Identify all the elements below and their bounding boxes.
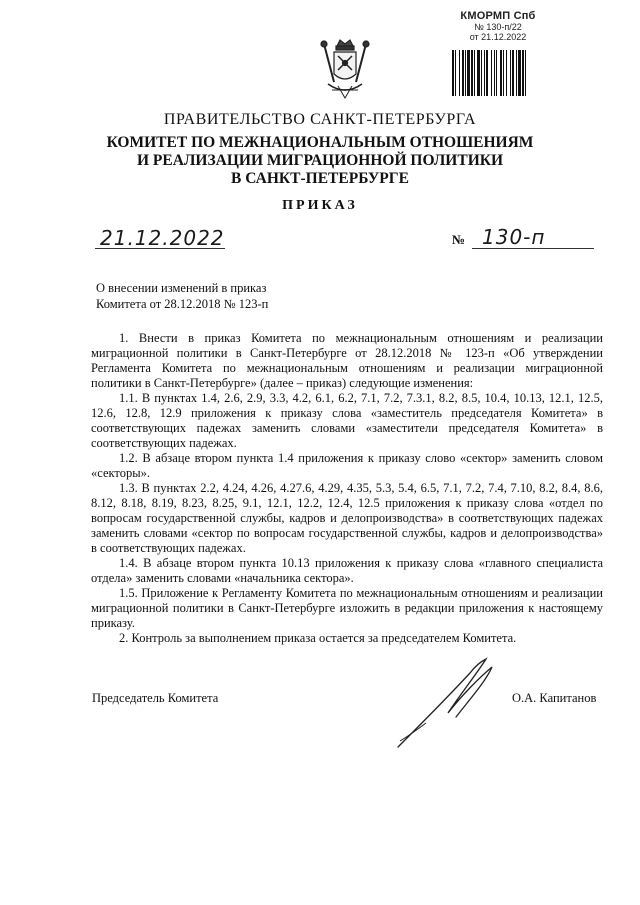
subject-line2: Комитета от 28.12.2018 № 123-п — [96, 297, 269, 311]
stamp-number: № 130-п/22 — [474, 22, 522, 32]
barcode-bar — [477, 50, 480, 96]
barcode-bar — [484, 50, 485, 96]
barcode-bar — [481, 50, 482, 96]
paragraph-1-3: 1.3. В пунктах 2.2, 4.24, 4.26, 4.27.6, 4.29, 4.35, 5.3, 5.4, 6.5, 7.1, 7.2, 7.4, 7.10, 8.2, 8.4, 8.6, 8.12, 8.18, 8.19, 8.23, 8.25, 9.1, 12.1, 12.2, 12.4, 12.5 приложения к приказу слова «отдел по вопросам государственной службы, кадров и делопроизводства» в соответствующих падежах заменить словами «сектор по вопросам государственной службы, кадров и делопроизводства» в соответствующих падежах. — [91, 481, 603, 555]
committee-title — [0, 134, 640, 188]
committee-title-line3: В САНКТ-ПЕТЕРБУРГЕ — [231, 170, 409, 187]
barcode-bar — [467, 50, 470, 96]
barcode-bar — [455, 50, 456, 96]
paragraph-2: 2. Контроль за выполнением приказа остается за председателем Комитета. — [119, 631, 517, 645]
barcode-bar — [494, 50, 495, 96]
barcode-bar — [491, 50, 492, 96]
barcode-bar — [516, 50, 517, 96]
barcode-bar — [500, 50, 502, 96]
paragraph-1-5: 1.5. Приложение к Регламенту Комитета по межнациональным отношениям и реализации миграционной политики в Санкт-Петербурге изложить в редакции приложения к настоящему приказу. — [91, 586, 603, 630]
stamp-org: КМОРМП Спб — [460, 10, 536, 22]
barcode-bar — [486, 50, 488, 96]
paragraph-1: 1. Внести в приказ Комитета по межнациональным отношениям и реализации миграционной политики в Санкт-Петербурге от 28.12.2018 № 123-п «Об утверждении Регламента Комитета по межнациональным отношениям и реализации миграционной политики в Санкт-Петербурге» (далее – приказ) следующие изменения: — [91, 331, 603, 390]
barcode-bar — [496, 50, 497, 96]
registration-stamp — [448, 10, 548, 42]
subject-line1: О внесении изменений в приказ — [96, 281, 267, 295]
committee-title-line2: И РЕАЛИЗАЦИИ МИГРАЦИОННОЙ ПОЛИТИКИ — [136, 152, 504, 169]
paragraph-1-1: 1.1. В пунктах 1.4, 2.6, 2.9, 3.3, 4.2, 6.1, 6.2, 7.1, 7.2, 7.3.1, 8.2, 8.5, 10.4, 10.13, 12.1, 12.5, 12.6, 12.8, 12.9 приложения к приказу слова «заместитель председателя Комитета» в соответствующих падежах заменить словами «заместители председателя Комитета» в соответствующих падежах. — [91, 391, 603, 450]
barcode-bar — [471, 50, 473, 96]
government-title: ПРАВИТЕЛЬСТВО САНКТ-ПЕТЕРБУРГА — [163, 111, 477, 128]
paragraph-1-4: 1.4. В абзаце втором пункта 10.13 приложения к приказу слова «главного специалиста отдела» заменить словами «начальника сектора». — [91, 556, 603, 585]
barcode-bar — [506, 50, 507, 96]
barcode-bar — [510, 50, 511, 96]
order-date: 21.12.2022 — [100, 226, 225, 250]
barcode-bar — [512, 50, 514, 96]
barcode-bar — [525, 50, 526, 96]
barcode-bar — [462, 50, 464, 96]
order-subject — [96, 280, 268, 312]
barcode-bar — [522, 50, 524, 96]
handwritten-signature — [390, 655, 500, 755]
barcode-bar — [503, 50, 504, 96]
document-type: ПРИКАЗ — [282, 198, 358, 213]
barcode-bar — [452, 50, 454, 96]
barcode-bar — [459, 50, 460, 96]
barcode-bar — [518, 50, 521, 96]
committee-title-line1: КОМИТЕТ ПО МЕЖНАЦИОНАЛЬНЫМ ОТНОШЕНИЯМ — [106, 134, 534, 151]
order-number-label: № — [452, 232, 466, 247]
barcode-bar — [465, 50, 466, 96]
signatory-title: Председатель Комитета — [92, 691, 219, 705]
barcode-bar — [474, 50, 475, 96]
signatory-name: О.А. Капитанов — [512, 691, 597, 705]
coat-of-arms-icon — [318, 38, 372, 102]
stamp-date: от 21.12.2022 — [469, 32, 527, 42]
order-number: 130-п — [482, 225, 546, 249]
paragraph-1-2: 1.2. В абзаце втором пункта 1.4 приложения к приказу слово «сектор» заменить словом «секторы». — [91, 451, 603, 480]
barcode-icon — [452, 50, 547, 96]
